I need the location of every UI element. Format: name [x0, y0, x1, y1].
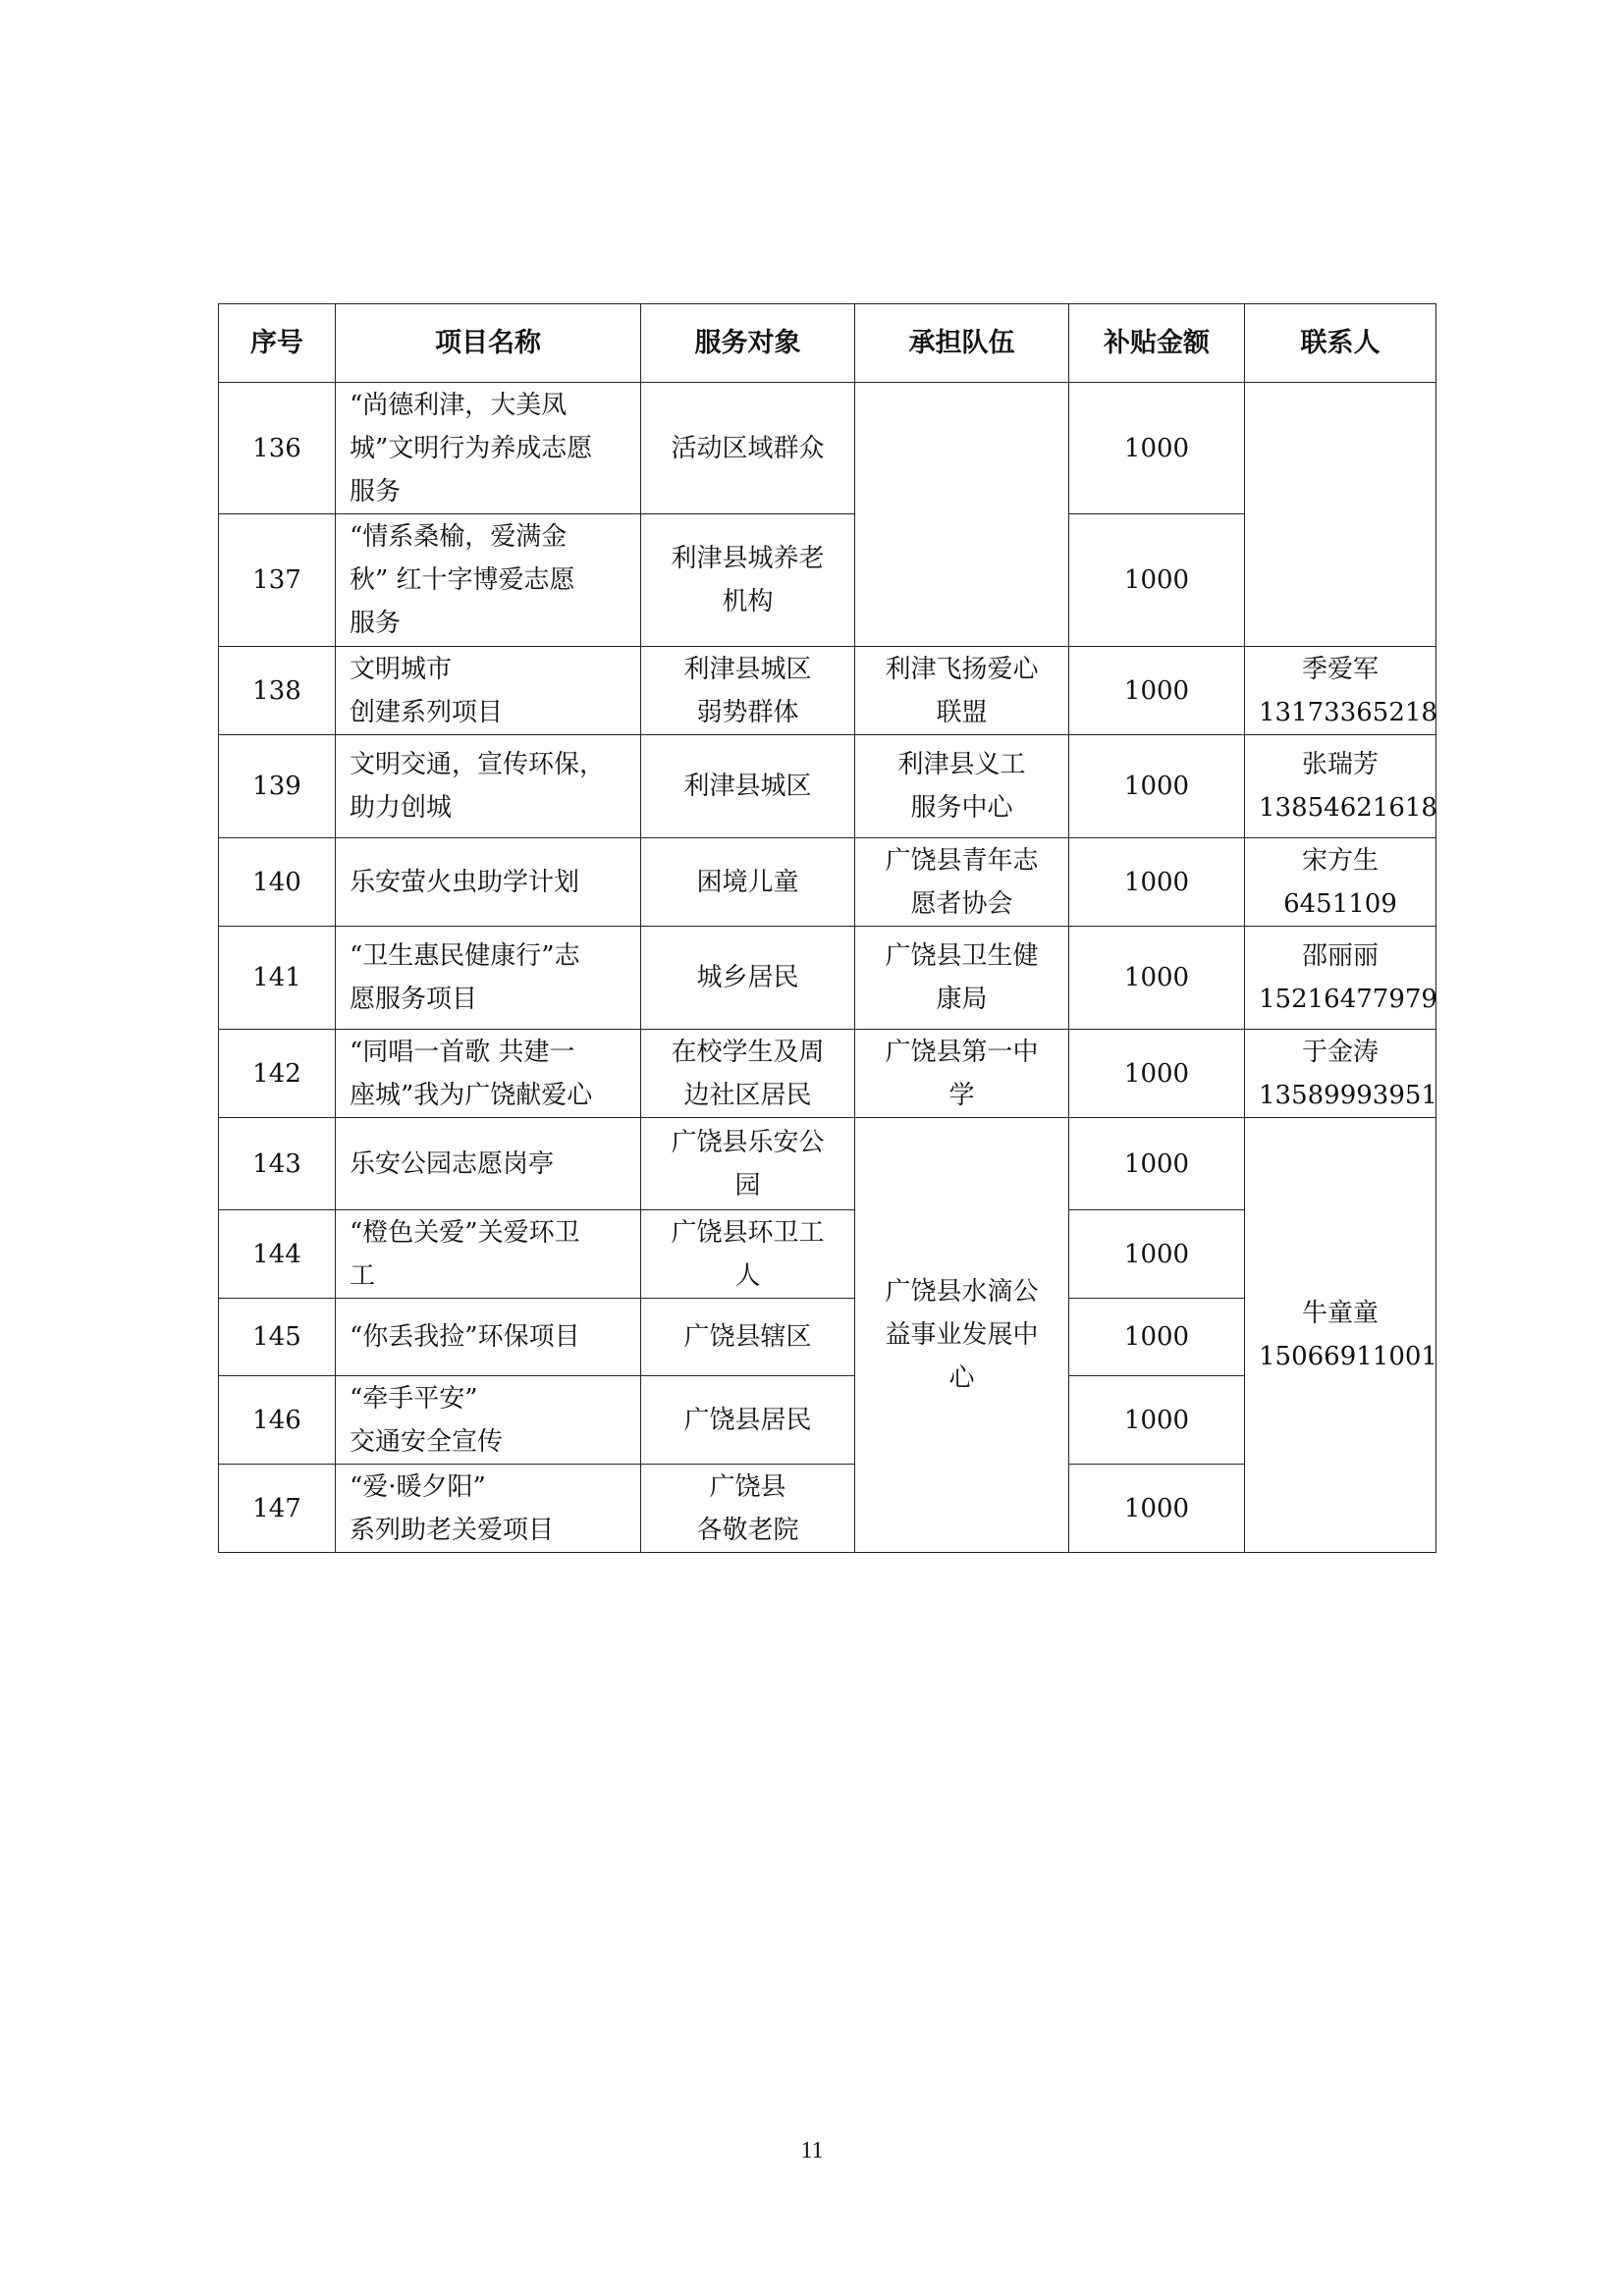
project-name-cell — [336, 1376, 641, 1465]
serial-number-cell: 147 — [219, 1465, 336, 1553]
contact-cell-line: 于金涛 — [1301, 1037, 1379, 1067]
table-row — [219, 927, 1436, 1030]
team-cell — [855, 838, 1069, 927]
service-target-cell-line: 活动区域群众 — [671, 433, 825, 463]
service-target-cell — [641, 1118, 855, 1210]
project-name-cell-line: 服务 — [350, 476, 402, 507]
team-cell-line: 广饶县卫生健 — [885, 941, 1039, 971]
project-name-cell-line: “爱·暖夕阳” — [350, 1471, 486, 1502]
subsidy-amount-cell: 1000 — [1069, 1030, 1245, 1118]
service-target-cell-line: 困境儿童 — [696, 867, 799, 897]
service-target-cell-line: 广饶县环卫工 — [671, 1217, 825, 1248]
project-name-cell-line: 系列助老关爱项目 — [350, 1515, 555, 1545]
subsidy-amount-cell: 1000 — [1069, 1118, 1245, 1210]
header-contact: 联系人 — [1245, 304, 1436, 383]
service-target-cell-line: 广饶县乐安公 — [671, 1127, 825, 1157]
service-target-cell-line: 利津县城区 — [683, 654, 812, 684]
subsidy-amount-cell: 1000 — [1069, 838, 1245, 927]
serial-number-cell: 137 — [219, 514, 336, 647]
service-target-cell — [641, 514, 855, 647]
service-target-cell-line: 弱势群体 — [696, 697, 799, 727]
team-cell-line: 康局 — [936, 985, 988, 1014]
project-name-cell-line: 助力创城 — [350, 793, 453, 823]
project-name-cell-line: 城”文明行为养成志愿 — [350, 433, 593, 463]
service-target-cell-line: 园 — [734, 1170, 761, 1201]
team-cell-line: 广饶县青年志 — [885, 845, 1039, 876]
project-name-cell-line: 秋” 红十字博爱志愿 — [350, 565, 575, 595]
serial-number-cell: 146 — [219, 1376, 336, 1465]
contact-cell-merged-line: 牛童童 — [1301, 1299, 1379, 1328]
subsidy-amount-cell: 1000 — [1069, 1299, 1245, 1376]
service-target-cell-line: 广饶县 — [709, 1471, 786, 1502]
contact-cell-line: 邵丽丽 — [1301, 941, 1379, 971]
subsidy-amount-cell: 1000 — [1069, 1376, 1245, 1465]
project-name-cell-line: “你丢我捡”环保项目 — [350, 1322, 580, 1352]
serial-number-cell: 138 — [219, 647, 336, 735]
team-cell-line: 利津县义工 — [897, 750, 1026, 779]
project-name-cell-line: “尚德利津，大美凤 — [350, 390, 568, 420]
table-row — [219, 647, 1436, 735]
service-target-cell — [641, 735, 855, 838]
table-header-row — [219, 304, 1436, 383]
contact-cell — [1245, 927, 1436, 1030]
header-team: 承担队伍 — [855, 304, 1069, 383]
service-target-cell — [641, 383, 855, 514]
team-cell-line: 愿者协会 — [910, 888, 1013, 919]
volunteer-project-table — [218, 303, 1436, 1553]
team-cell-merged-line: 心 — [948, 1363, 975, 1393]
header-service-target: 服务对象 — [641, 304, 855, 383]
contact-cell — [1245, 647, 1436, 735]
service-target-cell — [641, 1465, 855, 1553]
contact-cell — [1245, 838, 1436, 927]
project-name-cell — [336, 514, 641, 647]
team-cell — [855, 647, 1069, 735]
service-target-cell — [641, 927, 855, 1030]
contact-cell-merged — [1245, 1118, 1436, 1553]
project-name-cell — [336, 647, 641, 735]
service-target-cell-line: 广饶县居民 — [683, 1405, 812, 1435]
page-number: 11 — [800, 2138, 824, 2163]
team-cell-line: 服务中心 — [910, 793, 1013, 823]
project-name-cell-line: 座城”我为广饶献爱心 — [350, 1080, 593, 1110]
service-target-cell-line: 城乡居民 — [696, 963, 799, 992]
subsidy-amount-cell: 1000 — [1069, 927, 1245, 1030]
serial-number-cell: 142 — [219, 1030, 336, 1118]
project-name-cell — [336, 1118, 641, 1210]
serial-number-cell: 140 — [219, 838, 336, 927]
project-name-cell-line: 交通安全宣传 — [350, 1426, 504, 1457]
project-name-cell-line: 服务 — [350, 609, 402, 638]
service-target-cell-line: 广饶县辖区 — [683, 1322, 812, 1352]
contact-cell-line: 13854621618 — [1259, 793, 1437, 823]
project-name-cell-line: 文明城市 — [350, 654, 453, 684]
subsidy-amount-cell: 1000 — [1069, 735, 1245, 838]
project-name-cell — [336, 1465, 641, 1553]
table-row — [219, 1118, 1436, 1210]
contact-cell-line: 15216477979 — [1259, 985, 1437, 1014]
serial-number-cell: 136 — [219, 383, 336, 514]
team-cell — [855, 735, 1069, 838]
contact-cell-line: 宋方生 — [1301, 845, 1379, 876]
team-cell-line: 联盟 — [936, 697, 988, 727]
subsidy-amount-cell: 1000 — [1069, 1210, 1245, 1299]
team-cell-line: 学 — [948, 1080, 975, 1110]
service-target-cell — [641, 1376, 855, 1465]
header-project-name: 项目名称 — [336, 304, 641, 383]
project-name-cell-line: “同唱一首歌 共建一 — [350, 1037, 575, 1067]
project-name-cell-line: 文明交通，宣传环保， — [350, 750, 606, 779]
contact-cell-line: 6451109 — [1283, 888, 1397, 919]
service-target-cell-line: 人 — [734, 1260, 761, 1291]
team-cell-merged — [855, 1118, 1069, 1553]
project-name-cell — [336, 1299, 641, 1376]
subsidy-amount-cell: 1000 — [1069, 647, 1245, 735]
contact-cell — [1245, 735, 1436, 838]
team-cell — [855, 1030, 1069, 1118]
project-name-cell-line: “情系桑榆，爱满金 — [350, 522, 568, 552]
service-target-cell — [641, 647, 855, 735]
header-subsidy-amount: 补贴金额 — [1069, 304, 1245, 383]
subsidy-amount-cell: 1000 — [1069, 1465, 1245, 1553]
subsidy-amount-cell: 1000 — [1069, 514, 1245, 647]
contact-cell-empty — [1245, 383, 1436, 647]
subsidy-amount-cell: 1000 — [1069, 383, 1245, 514]
project-name-cell — [336, 1210, 641, 1299]
contact-cell — [1245, 1030, 1436, 1118]
service-target-cell — [641, 1299, 855, 1376]
project-name-cell — [336, 927, 641, 1030]
team-cell-line: 利津飞扬爱心 — [885, 654, 1039, 684]
service-target-cell-line: 利津县城区 — [683, 772, 812, 801]
project-name-cell-line: 创建系列项目 — [350, 697, 504, 727]
project-name-cell-line: 乐安萤火虫助学计划 — [350, 867, 580, 897]
team-cell-merged-line: 广饶县水滴公 — [885, 1277, 1039, 1307]
table-row — [219, 735, 1436, 838]
project-name-cell-line: “卫生惠民健康行”志 — [350, 941, 580, 971]
service-target-cell-line: 利津县城养老 — [671, 544, 825, 573]
table-row — [219, 838, 1436, 927]
contact-cell-line: 张瑞芳 — [1301, 750, 1379, 779]
project-name-cell — [336, 1030, 641, 1118]
project-name-cell — [336, 383, 641, 514]
serial-number-cell: 141 — [219, 927, 336, 1030]
team-cell — [855, 927, 1069, 1030]
project-name-cell-line: “橙色关爱”关爱环卫 — [350, 1217, 580, 1248]
header-serial-number: 序号 — [219, 304, 336, 383]
table-row — [219, 383, 1436, 514]
table-row — [219, 1030, 1436, 1118]
team-cell-merged-line: 益事业发展中 — [885, 1320, 1039, 1350]
serial-number-cell: 144 — [219, 1210, 336, 1299]
serial-number-cell: 143 — [219, 1118, 336, 1210]
project-name-cell-line: 愿服务项目 — [350, 985, 478, 1014]
contact-cell-line: 季爱军 — [1301, 654, 1379, 684]
project-name-cell — [336, 735, 641, 838]
contact-cell-line: 13589993951 — [1259, 1080, 1437, 1110]
project-name-cell-line: 乐安公园志愿岗亭 — [350, 1148, 555, 1179]
project-name-cell — [336, 838, 641, 927]
project-name-cell-line: 工 — [350, 1260, 376, 1291]
contact-cell-merged-line: 15066911001 — [1259, 1342, 1437, 1371]
serial-number-cell: 139 — [219, 735, 336, 838]
service-target-cell — [641, 838, 855, 927]
service-target-cell — [641, 1210, 855, 1299]
team-cell-empty — [855, 383, 1069, 647]
service-target-cell-line: 机构 — [722, 587, 774, 616]
service-target-cell-line: 各敬老院 — [696, 1515, 799, 1545]
team-cell-line: 广饶县第一中 — [885, 1037, 1039, 1067]
service-target-cell — [641, 1030, 855, 1118]
contact-cell-line: 13173365218 — [1259, 697, 1437, 727]
service-target-cell-line: 在校学生及周 — [671, 1037, 825, 1067]
serial-number-cell: 145 — [219, 1299, 336, 1376]
project-name-cell-line: “牵手平安” — [350, 1383, 478, 1414]
service-target-cell-line: 边社区居民 — [683, 1080, 812, 1110]
